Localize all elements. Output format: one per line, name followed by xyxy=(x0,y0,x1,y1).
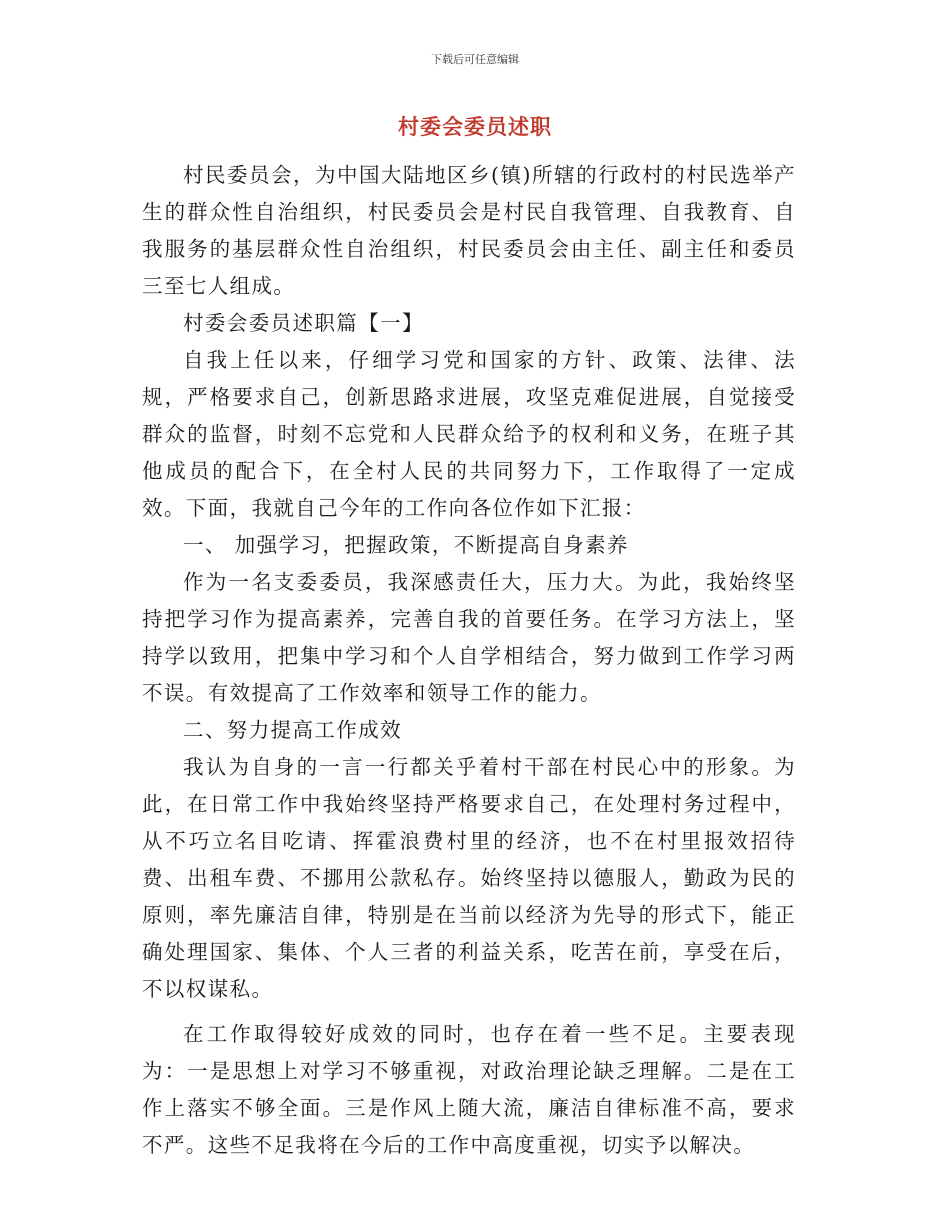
paragraph-study: 作为一名支委委员，我深感责任大，压力大。为此，我始终坚持把学习作为提高素养，完善自我的首要任务。在学习方法上，坚持学以致用，把集中学习和个人自学相结合，努力做到工作学习两不误。有效提高了工作效率和领导工作的能力。 xyxy=(142,570,796,705)
paragraph-intro: 村民委员会，为中国大陆地区乡(镇)所辖的行政村的村民选举产生的群众性自治组织，村民委员会是村民自我管理、自我教育、自我服务的基层群众性自治组织，村民委员会由主任、副主任和委员三至七人组成。 xyxy=(142,163,796,298)
section-heading-study: 一、 加强学习，把握政策，不断提高自身素养 xyxy=(183,533,629,557)
document-body xyxy=(142,157,796,1164)
section-heading-effectiveness: 二、努力提高工作成效 xyxy=(183,718,402,742)
document-title: 村委会委员述职 xyxy=(398,114,552,139)
paragraph-effectiveness: 我认为自身的一言一行都关乎着村干部在村民心中的形象。为此，在日常工作中我始终坚持严格要求自己，在处理村务过程中，从不巧立名目吃请、挥霍浪费村里的经济，也不在村里报效招待费、出租车费、不挪用公款私存。始终坚持以德服人，勤政为民的原则，率先廉洁自律，特别是在当前以经济为先导的形式下，能正确处理国家、集体、个人三者的利益关系，吃苦在前，享受在后，不以权谋私。 xyxy=(142,755,796,1001)
page-header-note: 下载后可任意编辑 xyxy=(431,53,519,66)
section-heading-part-one: 村委会委员述职篇【一】 xyxy=(183,311,424,335)
paragraph-shortcomings: 在工作取得较好成效的同时，也存在着一些不足。主要表现为：一是思想上对学习不够重视，对政治理论缺乏理解。二是在工作上落实不够全面。三是作风上随大流，廉洁自律标准不高，要求不严。这些不足我将在今后的工作中高度重视，切实予以解决。 xyxy=(142,1022,796,1157)
paragraph-opening: 自我上任以来，仔细学习党和国家的方针、政策、法律、法规，严格要求自己，创新思路求进展，攻坚克难促进展，自觉接受群众的监督，时刻不忘党和人民群众给予的权利和义务，在班子其他成员的配合下，在全村人民的共同努力下，工作取得了一定成效。下面，我就自己今年的工作向各位作如下汇报： xyxy=(142,348,796,520)
